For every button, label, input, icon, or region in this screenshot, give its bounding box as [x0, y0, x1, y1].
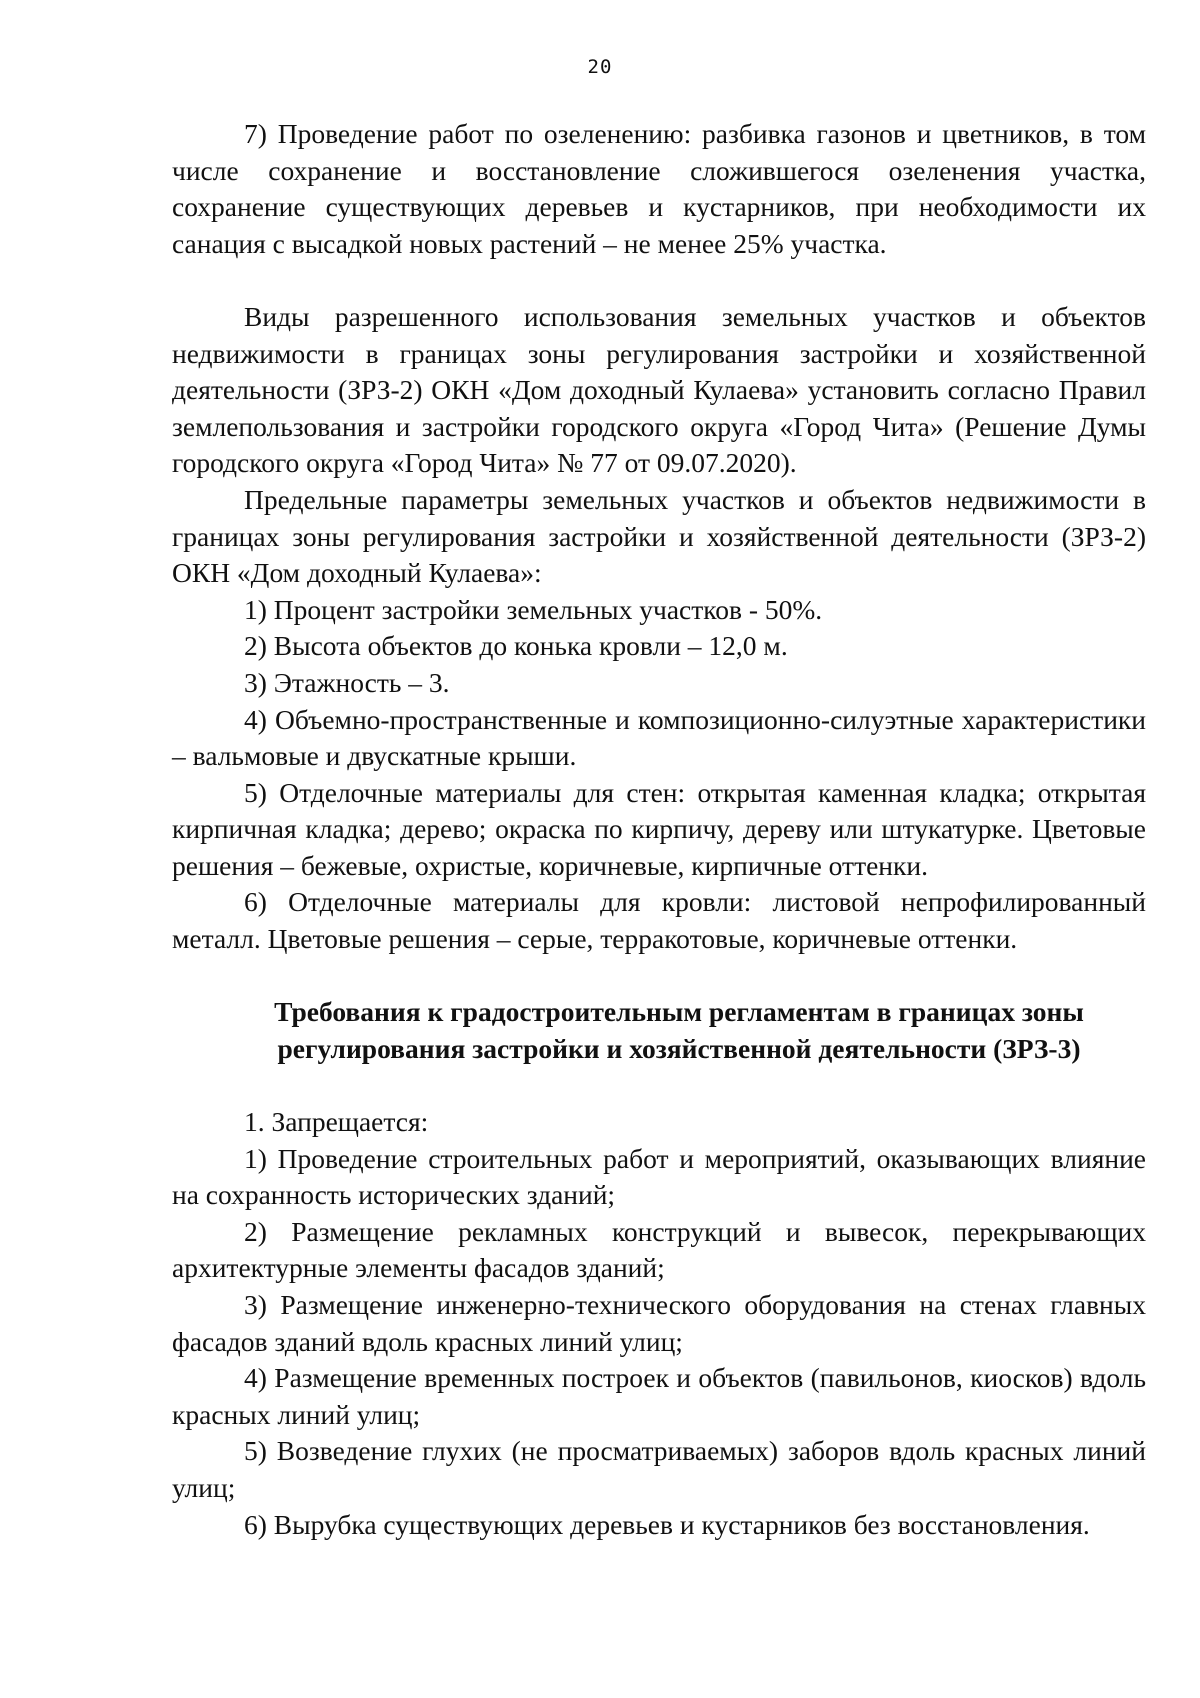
- paragraph-permitted-use: Виды разрешенного использования земельных участков и объектов недвижимости в границах зоны регулирования застройки и хозяйственной деятельности (ЗРЗ-2) ОКН «Дом доходный Кулаева» установить согласно Правил землепользования и застройки городского округа «Город Чита» (Решение Думы городского округа «Город Чита» № 77 от 09.07.2020).: [172, 300, 1146, 479]
- list-item: 6) Отделочные материалы для кровли: листовой непрофилированный металл. Цветовые решения – серые, терракотовые, коричневые оттенки.: [172, 886, 1146, 955]
- list-item: 4) Размещение временных построек и объектов (павильонов, киосков) вдоль красных линий улиц;: [172, 1362, 1146, 1430]
- list-item: 2) Высота объектов до конька кровли – 12,0 м.: [244, 630, 788, 662]
- list-item: 4) Объемно-пространственные и композиционно-силуэтные характеристики – вальмовые и двускатные крыши.: [172, 703, 1146, 772]
- page-number: 20: [587, 56, 613, 78]
- paragraph-parameters-intro: Предельные параметры земельных участков и объектов недвижимости в границах зоны регулирования застройки и хозяйственной деятельности (ЗРЗ-2) ОКН «Дом доходный Кулаева»:: [172, 483, 1146, 589]
- spacer: [172, 958, 1146, 995]
- paragraph-greening: 7) Проведение работ по озеленению: разбивка газонов и цветников, в том числе сохранение и восстановление сложившегося озеленения участка, сохранение существующих деревьев и кустарников, при необходимости их санация с высадкой новых растений – не менее 25% участка.: [172, 118, 1146, 259]
- list-item: 5) Отделочные материалы для стен: открытая каменная кладка; открытая кирпичная кладка; дерево; окраска по кирпичу, дереву или штукатурке. Цветовые решения – бежевые, охристые, коричневые, кирпичные оттенки.: [172, 776, 1146, 881]
- prohibited-title: 1. Запрещается:: [244, 1106, 429, 1138]
- list-item: 6) Вырубка существующих деревьев и кустарников без восстановления.: [244, 1508, 1090, 1540]
- document-body: [172, 116, 1146, 1543]
- list-item: 2) Размещение рекламных конструкций и вывесок, перекрывающих архитектурные элементы фасадов зданий;: [172, 1215, 1146, 1284]
- list-item: 1) Процент застройки земельных участков - 50%.: [244, 593, 823, 625]
- section-heading-line-2: регулирования застройки и хозяйственной деятельности (ЗРЗ-3): [277, 1032, 1081, 1064]
- list-item: 3) Этажность – 3.: [244, 666, 450, 698]
- section-heading-line-1: Требования к градостроительным регламентам в границах зоны: [274, 996, 1084, 1028]
- list-item: 3) Размещение инженерно-технического оборудования на стенах главных фасадов зданий вдоль красных линий улиц;: [172, 1289, 1146, 1357]
- spacer: [172, 1067, 1146, 1104]
- spacer: [172, 262, 1146, 299]
- list-item: 5) Возведение глухих (не просматриваемых) заборов вдоль красных линий улиц;: [172, 1435, 1146, 1503]
- list-item: 1) Проведение строительных работ и мероприятий, оказывающих влияние на сохранность исторических зданий;: [172, 1142, 1146, 1211]
